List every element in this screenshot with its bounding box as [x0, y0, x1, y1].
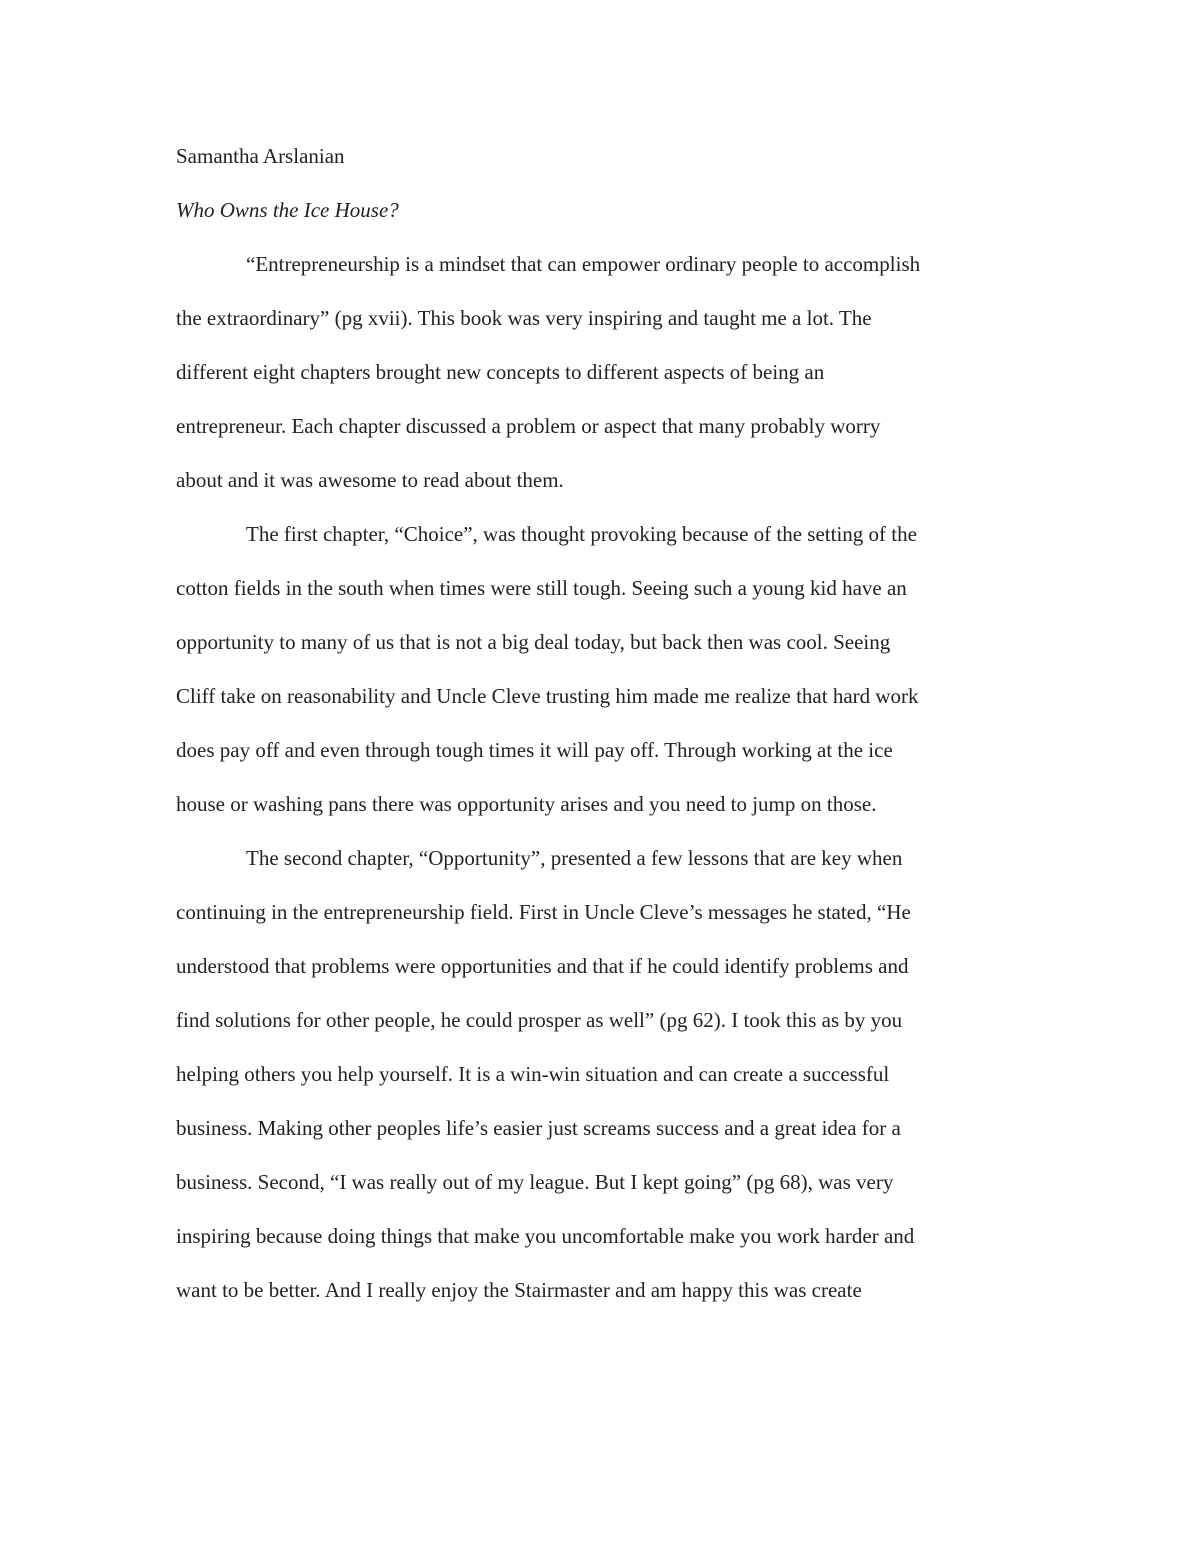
paragraph-line: The first chapter, “Choice”, was thought provoking because of the setting of the [246, 522, 917, 546]
essay-title: Who Owns the Ice House? [176, 198, 399, 222]
paragraph-line: The second chapter, “Opportunity”, presented a few lessons that are key when [246, 846, 903, 870]
paragraph-line: understood that problems were opportunities and that if he could identify problems and [176, 954, 909, 978]
document-body [176, 138, 1016, 1326]
paragraph-3 [176, 840, 1016, 1326]
paragraph-line: about and it was awesome to read about them. [176, 468, 564, 492]
paragraph-1 [176, 246, 1016, 516]
paragraph-line: opportunity to many of us that is not a big deal today, but back then was cool. Seeing [176, 630, 891, 654]
paragraph-line: find solutions for other people, he could prosper as well” (pg 62). I took this as by you [176, 1008, 903, 1032]
paragraph-line: business. Making other peoples life’s easier just screams success and a great idea for a [176, 1116, 901, 1140]
paragraph-line: different eight chapters brought new concepts to different aspects of being an [176, 360, 825, 384]
paragraph-line: business. Second, “I was really out of my league. But I kept going” (pg 68), was very [176, 1170, 894, 1194]
paragraph-line: house or washing pans there was opportunity arises and you need to jump on those. [176, 792, 877, 816]
paragraph-line: continuing in the entrepreneurship field. First in Uncle Cleve’s messages he stated, “He [176, 900, 911, 924]
paragraph-line: cotton fields in the south when times were still tough. Seeing such a young kid have an [176, 576, 907, 600]
paragraph-line: does pay off and even through tough times it will pay off. Through working at the ice [176, 738, 893, 762]
paragraph-line: helping others you help yourself. It is a win-win situation and can create a successful [176, 1062, 890, 1086]
paragraph-line: entrepreneur. Each chapter discussed a problem or aspect that many probably worry [176, 414, 881, 438]
paragraph-2 [176, 516, 1016, 840]
paragraph-line: the extraordinary” (pg xvii). This book was very inspiring and taught me a lot. The [176, 306, 872, 330]
paragraph-line: Cliff take on reasonability and Uncle Cleve trusting him made me realize that hard work [176, 684, 919, 708]
paragraph-line: “Entrepreneurship is a mindset that can empower ordinary people to accomplish [246, 252, 921, 276]
paragraph-line: want to be better. And I really enjoy the Stairmaster and am happy this was create [176, 1278, 862, 1302]
paragraph-line: inspiring because doing things that make you uncomfortable make you work harder and [176, 1224, 915, 1248]
author-name: Samantha Arslanian [176, 144, 345, 168]
